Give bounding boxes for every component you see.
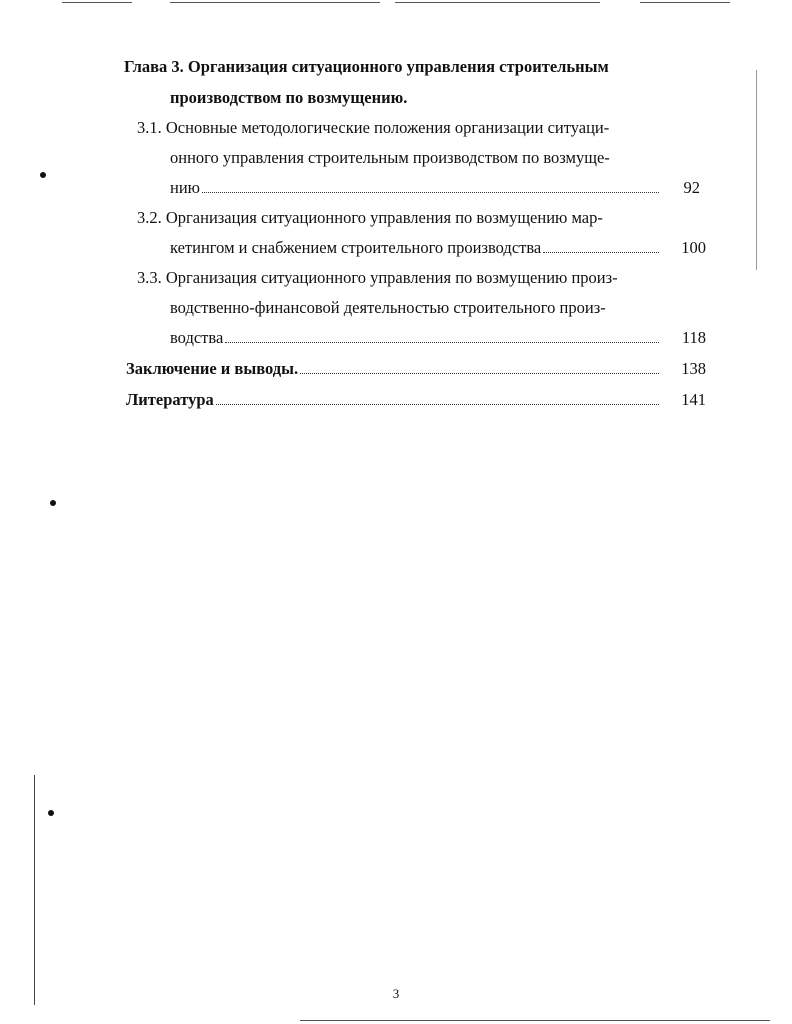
left-edge-line [34,775,35,1005]
top-edge-rule [62,2,132,3]
section-3-2-line-2: кетингом и снабжением строительного производства [170,238,542,257]
section-3-1-line-1: 3.1. Основные методологические положения организации ситуаци- [137,118,610,137]
section-3-3-leader [170,328,662,348]
literature-page: 141 [681,390,706,409]
conclusion-label: Заключение и выводы. [126,359,299,378]
section-3-1-page: 92 [683,178,700,197]
literature-leader [126,390,662,410]
top-edge-rule [170,2,380,3]
section-3-3-line-1: 3.3. Организация ситуационного управления по возмущению произ- [137,268,618,287]
dot-leader [216,390,659,405]
punch-hole-mark [40,172,46,178]
dot-leader [202,178,659,193]
section-3-3-line-2: водственно-финансовой деятельностью строительного произ- [170,298,606,317]
section-3-1-leader [170,178,662,198]
dot-leader [543,238,659,253]
section-3-2-line-1: 3.2. Организация ситуационного управления по возмущению мар- [137,208,603,227]
chapter-3-title-line-1: Глава 3. Организация ситуационного управления строительным [124,57,609,76]
section-3-2-page: 100 [681,238,706,257]
literature-label: Литература [126,390,214,409]
section-3-1-line-3: нию [170,178,200,197]
conclusion-leader [126,359,662,379]
top-edge-rule [395,2,600,3]
top-edge-rule [640,2,730,3]
section-3-3-page: 118 [681,328,706,347]
right-edge-line [756,70,757,270]
section-3-3-line-3: водства [170,328,224,347]
chapter-3-title-line-2: производством по возмущению. [170,88,408,107]
punch-hole-mark [50,500,56,506]
dot-leader [225,328,659,343]
section-3-2-leader [170,238,662,258]
page-number: 3 [392,986,400,1001]
conclusion-page: 138 [681,359,706,378]
bottom-edge-rule [300,1020,770,1021]
section-3-1-line-2: онного управления строительным производством по возмуще- [170,148,610,167]
dot-leader [300,359,659,374]
punch-hole-mark [48,810,54,816]
